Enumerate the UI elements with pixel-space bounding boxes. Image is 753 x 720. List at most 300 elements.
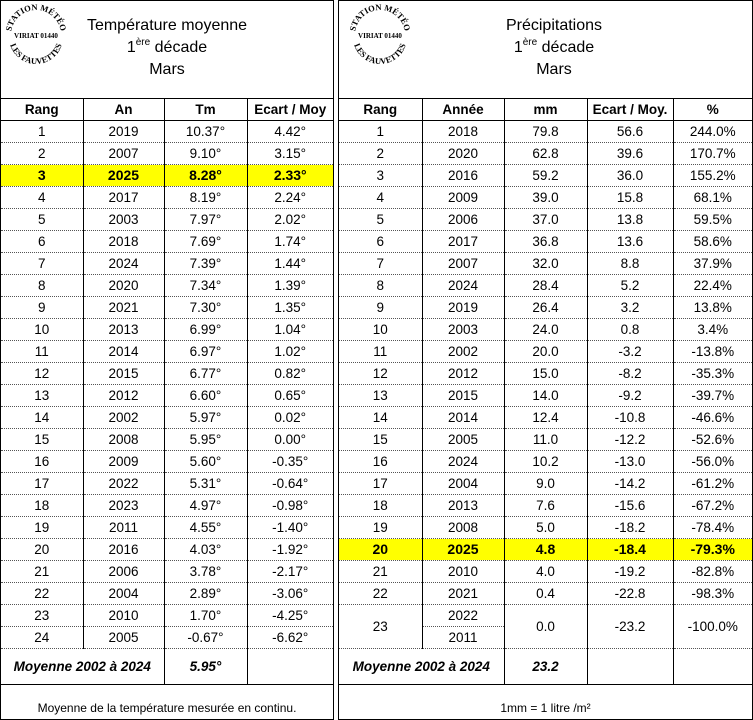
precipitation-cell: 15.8 [587, 187, 673, 209]
svg-text:STATION MÉTÉO [347, 2, 412, 32]
precipitation-title-block [439, 15, 669, 81]
precipitation-row [339, 473, 752, 495]
precipitation-cell: 18 [339, 495, 422, 517]
precipitation-row [339, 539, 752, 561]
temperature-cell: 2014 [83, 341, 164, 363]
temperature-cell: 2002 [83, 407, 164, 429]
precipitation-cell: 16 [339, 451, 422, 473]
precipitation-cell: 2002 [422, 341, 504, 363]
precipitation-header-cell: Rang [339, 98, 422, 121]
precipitation-cell: -18.2 [587, 517, 673, 539]
temperature-cell: 11 [1, 341, 83, 363]
temperature-cell: 2023 [83, 495, 164, 517]
temperature-cell: 4.55° [164, 517, 247, 539]
precipitation-cell: 2013 [422, 495, 504, 517]
temperature-row [1, 165, 333, 187]
precipitation-row [339, 363, 752, 385]
precipitation-cell: -61.2% [673, 473, 752, 495]
temperature-row [1, 275, 333, 297]
precipitation-cell: 10 [339, 319, 422, 341]
temperature-cell: 22 [1, 583, 83, 605]
precipitation-cell: -79.3% [673, 539, 752, 561]
temperature-cell: 1.70° [164, 605, 247, 627]
precipitation-average-value: 23.2 [504, 649, 587, 685]
temperature-header-cell: Tm [164, 98, 247, 121]
precipitation-cell: 59.2 [504, 165, 587, 187]
precipitation-cell: 155.2% [673, 165, 752, 187]
temperature-cell: 0.00° [247, 429, 333, 451]
precipitation-cell: -3.2 [587, 341, 673, 363]
precipitation-cell: 4.0 [504, 561, 587, 583]
precipitation-table-header [339, 98, 752, 121]
temperature-row [1, 385, 333, 407]
precipitation-cell: 58.6% [673, 231, 752, 253]
precipitation-cell: 0.8 [587, 319, 673, 341]
temperature-row [1, 605, 333, 627]
temperature-cell: 15 [1, 429, 83, 451]
precipitation-panel [338, 0, 753, 720]
precipitation-cell: 2019 [422, 297, 504, 319]
temperature-cell: 7.69° [164, 231, 247, 253]
temperature-title: Température moyenne [86, 17, 248, 34]
precipitation-row [339, 121, 752, 143]
precipitation-cell: 5.2 [587, 275, 673, 297]
precipitation-cell: -19.2 [587, 561, 673, 583]
temperature-cell: 2008 [83, 429, 164, 451]
temperature-cell: 10 [1, 319, 83, 341]
precipitation-tied-rank: 23 [339, 605, 422, 649]
precipitation-header-cell: mm [504, 98, 587, 121]
precipitation-cell: 59.5% [673, 209, 752, 231]
temperature-header [1, 1, 333, 99]
precipitation-row [339, 187, 752, 209]
precipitation-cell: 14 [339, 407, 422, 429]
temperature-cell: 5.97° [164, 407, 247, 429]
precipitation-row [339, 143, 752, 165]
precipitation-cell: 22 [339, 583, 422, 605]
precipitation-tied-row [339, 605, 752, 627]
precipitation-cell: 4 [339, 187, 422, 209]
temperature-cell: -1.40° [247, 517, 333, 539]
precipitation-cell: 20.0 [504, 341, 587, 363]
temperature-cell: 1.74° [247, 231, 333, 253]
temperature-cell: 8.28° [164, 165, 247, 187]
temperature-cell: 2.02° [247, 209, 333, 231]
temperature-header-cell: An [83, 98, 164, 121]
temperature-average-empty [247, 649, 333, 685]
temperature-cell: 2003 [83, 209, 164, 231]
precipitation-tied-year: 2022 [422, 605, 504, 627]
temperature-row [1, 143, 333, 165]
precipitation-cell: 2008 [422, 517, 504, 539]
temperature-cell: 4.42° [247, 121, 333, 143]
temperature-average-value: 5.95° [164, 649, 247, 685]
temperature-cell: 16 [1, 451, 83, 473]
precipitation-cell: 2009 [422, 187, 504, 209]
temperature-cell: 2004 [83, 583, 164, 605]
precipitation-title: Précipitations [505, 17, 603, 34]
temperature-cell: 23 [1, 605, 83, 627]
precipitation-row [339, 297, 752, 319]
temperature-cell: 2.89° [164, 583, 247, 605]
precipitation-cell: 1 [339, 121, 422, 143]
temperature-cell: 3.15° [247, 143, 333, 165]
precipitation-cell: -13.0 [587, 451, 673, 473]
temperature-cell: 8.19° [164, 187, 247, 209]
temperature-cell: 14 [1, 407, 83, 429]
precipitation-cell: 28.4 [504, 275, 587, 297]
temperature-cell: 2.33° [247, 165, 333, 187]
temperature-row [1, 583, 333, 605]
precipitation-cell: 7 [339, 253, 422, 275]
precipitation-cell: 56.6 [587, 121, 673, 143]
stamp-top-text-right: STATION MÉTÉO [347, 2, 413, 32]
precipitation-month: Mars [536, 61, 572, 78]
temperature-cell: 7.97° [164, 209, 247, 231]
temperature-row [1, 187, 333, 209]
temperature-cell: 4.03° [164, 539, 247, 561]
temperature-cell: 5.31° [164, 473, 247, 495]
precipitation-row [339, 253, 752, 275]
temperature-cell: 2010 [83, 605, 164, 627]
temperature-table [1, 98, 333, 685]
temperature-header-cell: Ecart / Moy [247, 98, 333, 121]
temperature-cell: 10.37° [164, 121, 247, 143]
temperature-average-row [1, 649, 333, 685]
temperature-cell: -0.67° [164, 627, 247, 649]
temperature-cell: 2025 [83, 165, 164, 187]
temperature-cell: 0.82° [247, 363, 333, 385]
precipitation-tied-pct: -100.0% [673, 605, 752, 649]
precipitation-table [339, 98, 752, 685]
precipitation-cell: 8.8 [587, 253, 673, 275]
temperature-cell: 12 [1, 363, 83, 385]
precipitation-cell: 2024 [422, 451, 504, 473]
precipitation-cell: 2012 [422, 363, 504, 385]
precipitation-average-row [339, 649, 752, 685]
precipitation-row [339, 429, 752, 451]
precipitation-row [339, 275, 752, 297]
svg-text:STATION MÉTÉO [3, 2, 68, 32]
precipitation-cell: -15.6 [587, 495, 673, 517]
precipitation-cell: 9 [339, 297, 422, 319]
precipitation-cell: 2018 [422, 121, 504, 143]
temperature-row [1, 495, 333, 517]
precipitation-cell: 20 [339, 539, 422, 561]
precipitation-cell: 15 [339, 429, 422, 451]
temperature-cell: 9 [1, 297, 83, 319]
temperature-month: Mars [149, 61, 185, 78]
temperature-cell: 2005 [83, 627, 164, 649]
precipitation-header-cell: Ecart / Moy. [587, 98, 673, 121]
station-stamp-logo-right [347, 2, 413, 68]
precipitation-cell: 37.0 [504, 209, 587, 231]
temperature-row [1, 517, 333, 539]
precipitation-cell: -56.0% [673, 451, 752, 473]
temperature-cell: -0.64° [247, 473, 333, 495]
temperature-decade: 1ère décade [126, 37, 208, 56]
temperature-cell: 1.02° [247, 341, 333, 363]
precipitation-tied-ecart: -23.2 [587, 605, 673, 649]
temperature-cell: 2024 [83, 253, 164, 275]
precipitation-header [339, 1, 752, 99]
temperature-cell: 6 [1, 231, 83, 253]
precipitation-row [339, 341, 752, 363]
temperature-row [1, 451, 333, 473]
temperature-row [1, 407, 333, 429]
temperature-footer-note: Moyenne de la température mesurée en continu. [37, 701, 297, 715]
temperature-cell: -3.06° [247, 583, 333, 605]
precipitation-cell: 32.0 [504, 253, 587, 275]
temperature-cell: 6.99° [164, 319, 247, 341]
precipitation-cell: 2024 [422, 275, 504, 297]
temperature-cell: 6.97° [164, 341, 247, 363]
precipitation-average-empty [587, 649, 673, 685]
temperature-header-cell: Rang [1, 98, 83, 121]
precipitation-cell: 13.8% [673, 297, 752, 319]
precipitation-cell: 21 [339, 561, 422, 583]
temperature-row [1, 297, 333, 319]
temperature-cell: 5.95° [164, 429, 247, 451]
precipitation-cell: 10.2 [504, 451, 587, 473]
precipitation-row [339, 319, 752, 341]
temperature-cell: 7.34° [164, 275, 247, 297]
temperature-cell: 2022 [83, 473, 164, 495]
precipitation-cell: 5.0 [504, 517, 587, 539]
precipitation-cell: 2020 [422, 143, 504, 165]
precipitation-cell: -12.2 [587, 429, 673, 451]
svg-text:LES FAUVETTES [352, 42, 408, 66]
precipitation-row [339, 561, 752, 583]
temperature-row [1, 209, 333, 231]
precipitation-cell: 11 [339, 341, 422, 363]
temperature-cell: 2007 [83, 143, 164, 165]
temperature-cell: 2009 [83, 451, 164, 473]
temperature-average-label: Moyenne 2002 à 2024 [1, 649, 164, 685]
temperature-cell: 17 [1, 473, 83, 495]
temperature-cell: 0.02° [247, 407, 333, 429]
temperature-cell: 1.39° [247, 275, 333, 297]
temperature-cell: 21 [1, 561, 83, 583]
stamp-top-text: STATION MÉTÉO [3, 2, 69, 32]
temperature-cell: 2016 [83, 539, 164, 561]
precipitation-cell: 244.0% [673, 121, 752, 143]
precipitation-tied-mm: 0.0 [504, 605, 587, 649]
temperature-row [1, 231, 333, 253]
temperature-row [1, 627, 333, 649]
temperature-cell: 20 [1, 539, 83, 561]
precipitation-cell: -52.6% [673, 429, 752, 451]
precipitation-decade: 1ère décade [513, 37, 595, 56]
temperature-cell: 6.77° [164, 363, 247, 385]
precipitation-cell: 11.0 [504, 429, 587, 451]
temperature-cell: 1 [1, 121, 83, 143]
temperature-cell: 2011 [83, 517, 164, 539]
temperature-cell: 2012 [83, 385, 164, 407]
precipitation-row [339, 209, 752, 231]
temperature-cell: 24 [1, 627, 83, 649]
temperature-cell: 6.60° [164, 385, 247, 407]
precipitation-cell: 19 [339, 517, 422, 539]
precipitation-cell: 2016 [422, 165, 504, 187]
precipitation-cell: -35.3% [673, 363, 752, 385]
stamp-bottom-text-right: LES FAUVETTES [352, 41, 408, 67]
precipitation-cell: -67.2% [673, 495, 752, 517]
temperature-cell: 5.60° [164, 451, 247, 473]
temperature-row [1, 121, 333, 143]
precipitation-cell: 2017 [422, 231, 504, 253]
temperature-cell: -1.92° [247, 539, 333, 561]
precipitation-cell: -82.8% [673, 561, 752, 583]
precipitation-cell: -22.8 [587, 583, 673, 605]
precipitation-cell: 39.6 [587, 143, 673, 165]
precipitation-cell: -98.3% [673, 583, 752, 605]
precipitation-cell: 2021 [422, 583, 504, 605]
precipitation-cell: 22.4% [673, 275, 752, 297]
precipitation-cell: 0.4 [504, 583, 587, 605]
precipitation-cell: -46.6% [673, 407, 752, 429]
temperature-row [1, 473, 333, 495]
temperature-cell: 18 [1, 495, 83, 517]
temperature-cell: 2006 [83, 561, 164, 583]
temperature-cell: 0.65° [247, 385, 333, 407]
station-stamp-logo [3, 2, 69, 68]
temperature-cell: -6.62° [247, 627, 333, 649]
stamp-bottom-text: LES FAUVETTES [8, 41, 64, 67]
precipitation-cell: -8.2 [587, 363, 673, 385]
precipitation-cell: 12.4 [504, 407, 587, 429]
precipitation-cell: 2006 [422, 209, 504, 231]
temperature-cell: 2020 [83, 275, 164, 297]
temperature-cell: -0.98° [247, 495, 333, 517]
temperature-cell: -2.17° [247, 561, 333, 583]
temperature-cell: 3 [1, 165, 83, 187]
temperature-row [1, 561, 333, 583]
precipitation-average-empty [673, 649, 752, 685]
precipitation-tied-year: 2011 [422, 627, 504, 649]
precipitation-cell: 5 [339, 209, 422, 231]
stamp-middle-text-right: VIRIAT 01440 [358, 32, 402, 40]
temperature-cell: 4.97° [164, 495, 247, 517]
precipitation-cell: 2015 [422, 385, 504, 407]
precipitation-cell: 2 [339, 143, 422, 165]
svg-text:LES FAUVETTES [8, 42, 64, 66]
temperature-cell: 2 [1, 143, 83, 165]
precipitation-row [339, 517, 752, 539]
temperature-panel [0, 0, 334, 720]
temperature-cell: 13 [1, 385, 83, 407]
temperature-cell: 2021 [83, 297, 164, 319]
temperature-cell: -4.25° [247, 605, 333, 627]
temperature-row [1, 253, 333, 275]
precipitation-row [339, 451, 752, 473]
temperature-row [1, 429, 333, 451]
precipitation-row [339, 385, 752, 407]
precipitation-cell: 24.0 [504, 319, 587, 341]
temperature-cell: 2017 [83, 187, 164, 209]
temperature-table-header [1, 98, 333, 121]
temperature-cell: 2015 [83, 363, 164, 385]
precipitation-cell: -9.2 [587, 385, 673, 407]
precipitation-cell: 3 [339, 165, 422, 187]
precipitation-cell: 8 [339, 275, 422, 297]
precipitation-cell: -10.8 [587, 407, 673, 429]
precipitation-row [339, 495, 752, 517]
precipitation-cell: 3.4% [673, 319, 752, 341]
temperature-cell: 7.39° [164, 253, 247, 275]
precipitation-row [339, 583, 752, 605]
stamp-middle-text: VIRIAT 01440 [14, 32, 58, 40]
precipitation-cell: 4.8 [504, 539, 587, 561]
precipitation-cell: 36.8 [504, 231, 587, 253]
precipitation-row [339, 407, 752, 429]
precipitation-cell: 3.2 [587, 297, 673, 319]
temperature-cell: 19 [1, 517, 83, 539]
temperature-cell: 1.35° [247, 297, 333, 319]
temperature-row [1, 319, 333, 341]
precipitation-cell: 170.7% [673, 143, 752, 165]
precipitation-cell: 15.0 [504, 363, 587, 385]
precipitation-cell: 79.8 [504, 121, 587, 143]
precipitation-header-cell: % [673, 98, 752, 121]
precipitation-cell: -18.4 [587, 539, 673, 561]
precipitation-cell: 6 [339, 231, 422, 253]
temperature-title-block [71, 15, 263, 81]
temperature-cell: 2.24° [247, 187, 333, 209]
temperature-cell: -0.35° [247, 451, 333, 473]
temperature-cell: 2018 [83, 231, 164, 253]
precipitation-cell: 7.6 [504, 495, 587, 517]
temperature-cell: 7.30° [164, 297, 247, 319]
precipitation-cell: 14.0 [504, 385, 587, 407]
precipitation-cell: 13.6 [587, 231, 673, 253]
precipitation-cell: 2004 [422, 473, 504, 495]
precipitation-row [339, 165, 752, 187]
precipitation-cell: 68.1% [673, 187, 752, 209]
temperature-cell: 2013 [83, 319, 164, 341]
precipitation-average-label: Moyenne 2002 à 2024 [339, 649, 504, 685]
precipitation-cell: 17 [339, 473, 422, 495]
precipitation-cell: 37.9% [673, 253, 752, 275]
precipitation-cell: 2010 [422, 561, 504, 583]
temperature-cell: 4 [1, 187, 83, 209]
precipitation-cell: 9.0 [504, 473, 587, 495]
temperature-cell: 5 [1, 209, 83, 231]
temperature-cell: 3.78° [164, 561, 247, 583]
temperature-cell: 2019 [83, 121, 164, 143]
precipitation-cell: -39.7% [673, 385, 752, 407]
precipitation-cell: 2003 [422, 319, 504, 341]
precipitation-cell: 2007 [422, 253, 504, 275]
temperature-row [1, 539, 333, 561]
precipitation-cell: 13 [339, 385, 422, 407]
precipitation-cell: 2025 [422, 539, 504, 561]
precipitation-cell: 12 [339, 363, 422, 385]
precipitation-cell: -14.2 [587, 473, 673, 495]
precipitation-cell: 62.8 [504, 143, 587, 165]
temperature-cell: 8 [1, 275, 83, 297]
temperature-cell: 9.10° [164, 143, 247, 165]
temperature-cell: 1.44° [247, 253, 333, 275]
precipitation-footer-note: 1mm = 1 litre /m² [500, 701, 591, 715]
precipitation-cell: 39.0 [504, 187, 587, 209]
precipitation-cell: 13.8 [587, 209, 673, 231]
precipitation-cell: 36.0 [587, 165, 673, 187]
temperature-row [1, 341, 333, 363]
temperature-cell: 7 [1, 253, 83, 275]
precipitation-cell: 26.4 [504, 297, 587, 319]
precipitation-header-cell: Année [422, 98, 504, 121]
